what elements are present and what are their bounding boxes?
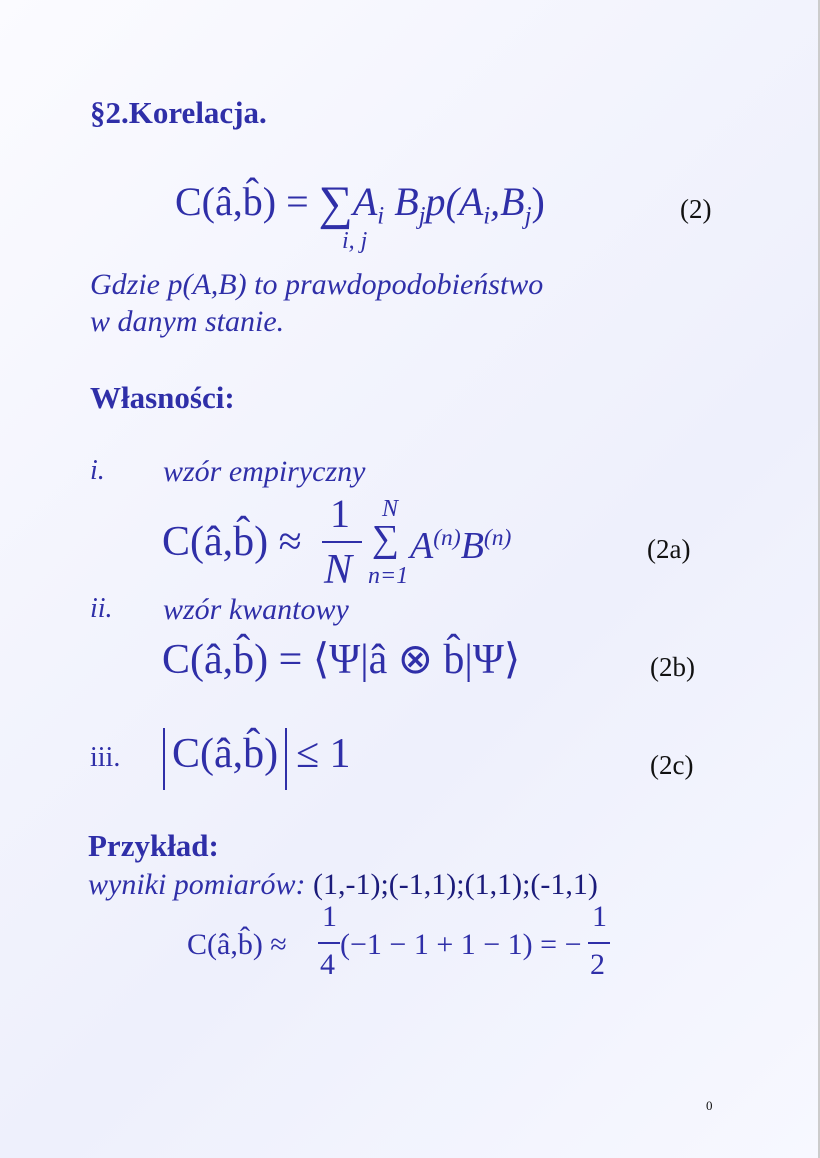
eq2-lhs: C(â,b̂) =: [175, 179, 309, 224]
example-frac1-den: 4: [320, 948, 335, 981]
example-frac2-den: 2: [590, 948, 605, 981]
section-title: §2.Korelacja.: [90, 95, 267, 130]
example-results: (1,-1);(-1,1);(1,1);(-1,1): [313, 868, 598, 901]
abs-bar-right: [285, 728, 287, 790]
eq2-sub-i: i: [377, 202, 385, 230]
prop-i-sigma-bottom: n=1: [368, 563, 409, 589]
example-label: wyniki pomiarów:: [88, 868, 306, 901]
prop-i-B: B: [460, 525, 484, 567]
prop-ii-marker: ii.: [90, 593, 113, 624]
abs-bar-left: [163, 728, 165, 790]
example-frac1-bar: [318, 942, 340, 944]
example-line: [88, 868, 598, 902]
properties-heading: Własności:: [90, 380, 235, 415]
eq2-close: ): [531, 179, 545, 224]
eq2-sub-i2: i: [483, 202, 491, 230]
prop-i-marker: i.: [90, 455, 105, 486]
eq2-sub-j2: j: [524, 202, 532, 230]
page-number: 0: [706, 1098, 713, 1113]
definition-line-2: w danym stanie.: [90, 305, 285, 338]
prop-i-A: A: [410, 525, 434, 567]
eq2-A: A: [352, 179, 378, 224]
eq2-sigma: ∑: [318, 177, 353, 230]
example-frac1-num: 1: [322, 900, 337, 933]
definition-line-1: Gdzie p(A,B) to prawdopodobieństwo: [90, 268, 544, 301]
prop-iii-relation: ≤ 1: [296, 731, 351, 777]
eq2-comma-B: ,B: [490, 179, 525, 224]
prop-iii-marker: iii.: [90, 742, 121, 773]
prop-i-A-sup: (n): [433, 525, 461, 552]
prop-ii-expression: C(â,b̂) = ⟨Ψ|â ⊗ b̂|Ψ⟩: [162, 637, 521, 683]
prop-i-frac-bar: [322, 541, 362, 543]
prop-ii-label: wzór kwantowy: [163, 593, 349, 626]
prop-iii-number: (2c): [650, 750, 694, 780]
prop-i-sigma: ∑: [372, 518, 400, 560]
prop-i-B-sup: (n): [483, 525, 512, 552]
example-middle: (−1 − 1 + 1 − 1) = −: [340, 928, 582, 961]
eq2-expression: [175, 176, 545, 231]
prop-i-lhs: C(â,b̂) ≈: [162, 519, 302, 565]
prop-ii-number: (2b): [650, 652, 695, 682]
prop-i-frac-den: N: [324, 547, 353, 593]
prop-i-product: [410, 524, 511, 568]
prop-iii-expression: C(â,b̂): [172, 731, 279, 777]
eq2-sub-j: j: [418, 202, 426, 230]
prop-i-frac-num: 1: [330, 491, 350, 536]
example-frac2-bar: [588, 942, 610, 944]
eq2-p: p(A: [425, 179, 484, 224]
prop-i-sigma-top: N: [382, 496, 399, 522]
eq2-B: B: [394, 179, 419, 224]
eq2-number: (2): [680, 194, 712, 224]
eq2-sigma-sub: i, j: [342, 228, 368, 254]
example-heading: Przykład:: [88, 828, 219, 863]
prop-i-label: wzór empiryczny: [163, 455, 366, 488]
example-frac2-num: 1: [592, 900, 607, 933]
prop-i-number: (2a): [647, 534, 691, 564]
example-lhs: C(â,b̂) ≈: [187, 928, 287, 961]
